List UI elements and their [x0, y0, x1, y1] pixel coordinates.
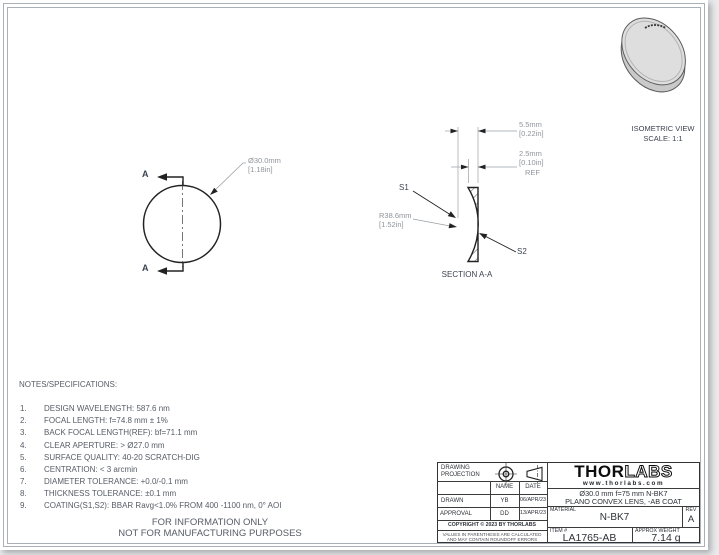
- name-header: NAME: [495, 484, 514, 490]
- notes-heading: NOTES/SPECIFICATIONS:: [19, 380, 118, 389]
- item-value: LA1765-AB: [562, 532, 617, 544]
- center-thickness-mm: 5.5mm: [519, 120, 542, 129]
- section-letter-top: A: [142, 169, 149, 179]
- drawn-label: DRAWN: [441, 497, 464, 504]
- note-item: 7. DIAMETER TOLERANCE: +0.0/-0.1 mm: [20, 477, 188, 486]
- note-item: 1. DESIGN WAVELENGTH: 587.6 nm: [20, 404, 170, 413]
- edge-thickness-mm: 2.5mm: [519, 149, 542, 158]
- weight-label: APPROX WEIGHT: [635, 527, 680, 534]
- lens-section-hatch: [468, 188, 478, 262]
- note-item: 2. FOCAL LENGTH: f=74.8 mm ± 1%: [20, 416, 168, 425]
- drawn-name: YB: [500, 497, 509, 504]
- info-only-line2: NOT FOR MANUFACTURING PURPOSES: [118, 527, 302, 539]
- section-view: [413, 127, 517, 262]
- approval-date: 13/APR/23: [519, 510, 547, 516]
- rev-label: REV: [685, 506, 697, 513]
- diameter-dim-mm: Ø30.0mm: [248, 156, 281, 165]
- weight-value: 7.14 g: [651, 532, 681, 544]
- note-item: 8. THICKNESS TOLERANCE: ±0.1 mm: [20, 489, 177, 498]
- note-item: 9. COATING(S1,S2): BBAR Ravg<1.0% FROM 400 -1100 nm, 0° AOI: [20, 501, 282, 510]
- radius-dim-mm: R38.6mm: [379, 211, 412, 220]
- isometric-caption: ISOMETRIC VIEW: [631, 124, 695, 133]
- center-thickness-in: [0.22in]: [519, 129, 544, 138]
- date-header: DATE: [525, 484, 541, 490]
- surface-1-label: S1: [399, 183, 409, 192]
- rev-value: A: [687, 513, 695, 525]
- material-value: N-BK7: [599, 512, 630, 523]
- drawn-date: 06/APR/23: [519, 497, 547, 503]
- note-item: 4. CLEAR APERTURE: > Ø27.0 mm: [20, 441, 165, 450]
- approval-name: DD: [500, 510, 509, 517]
- isometric-view: [605, 5, 702, 104]
- parenthesis-note-line2: AND MAY CONTAIN ROUNDOFF ERRORS: [446, 537, 538, 542]
- website-text: www.thorlabs.com: [582, 479, 665, 487]
- description-line2: PLANO CONVEX LENS, -AB COAT: [565, 497, 682, 506]
- note-item: 3. BACK FOCAL LENGTH(REF): bf=71.1 mm: [20, 428, 198, 437]
- parenthesis-note-line1: VALUES IN PARENTHESIS ARE CALCULATED: [442, 531, 542, 537]
- isometric-scale: SCALE: 1:1: [643, 133, 683, 143]
- note-item: 5. SURFACE QUALITY: 40-20 SCRATCH-DIG: [20, 453, 200, 462]
- edge-thickness-in: [0.10in]: [519, 158, 544, 167]
- projection-label: DRAWING PROJECTION: [441, 465, 480, 478]
- item-label: ITEM #: [550, 527, 568, 534]
- info-only-line1: FOR INFORMATION ONLY: [151, 517, 269, 528]
- front-view: [144, 163, 247, 275]
- section-letter-bottom: A: [142, 263, 149, 273]
- material-label: MATERIAL: [550, 506, 577, 513]
- edge-thickness-ref: REF: [525, 168, 540, 177]
- radius-dim-in: [1.52in]: [379, 220, 404, 229]
- description-line1: Ø30.0 mm f=75 mm N-BK7: [579, 489, 668, 498]
- copyright-line: COPYRIGHT © 2023 BY THORLABS: [448, 521, 536, 528]
- section-caption: SECTION A-A: [441, 270, 493, 279]
- note-item: 6. CENTRATION: < 3 arcmin: [20, 465, 138, 474]
- surface-2-label: S2: [517, 247, 527, 256]
- thorlabs-logo: THORLABS: [574, 461, 673, 481]
- approval-label: APPROVAL: [440, 510, 472, 517]
- diameter-dim-in: [1.18in]: [248, 165, 273, 174]
